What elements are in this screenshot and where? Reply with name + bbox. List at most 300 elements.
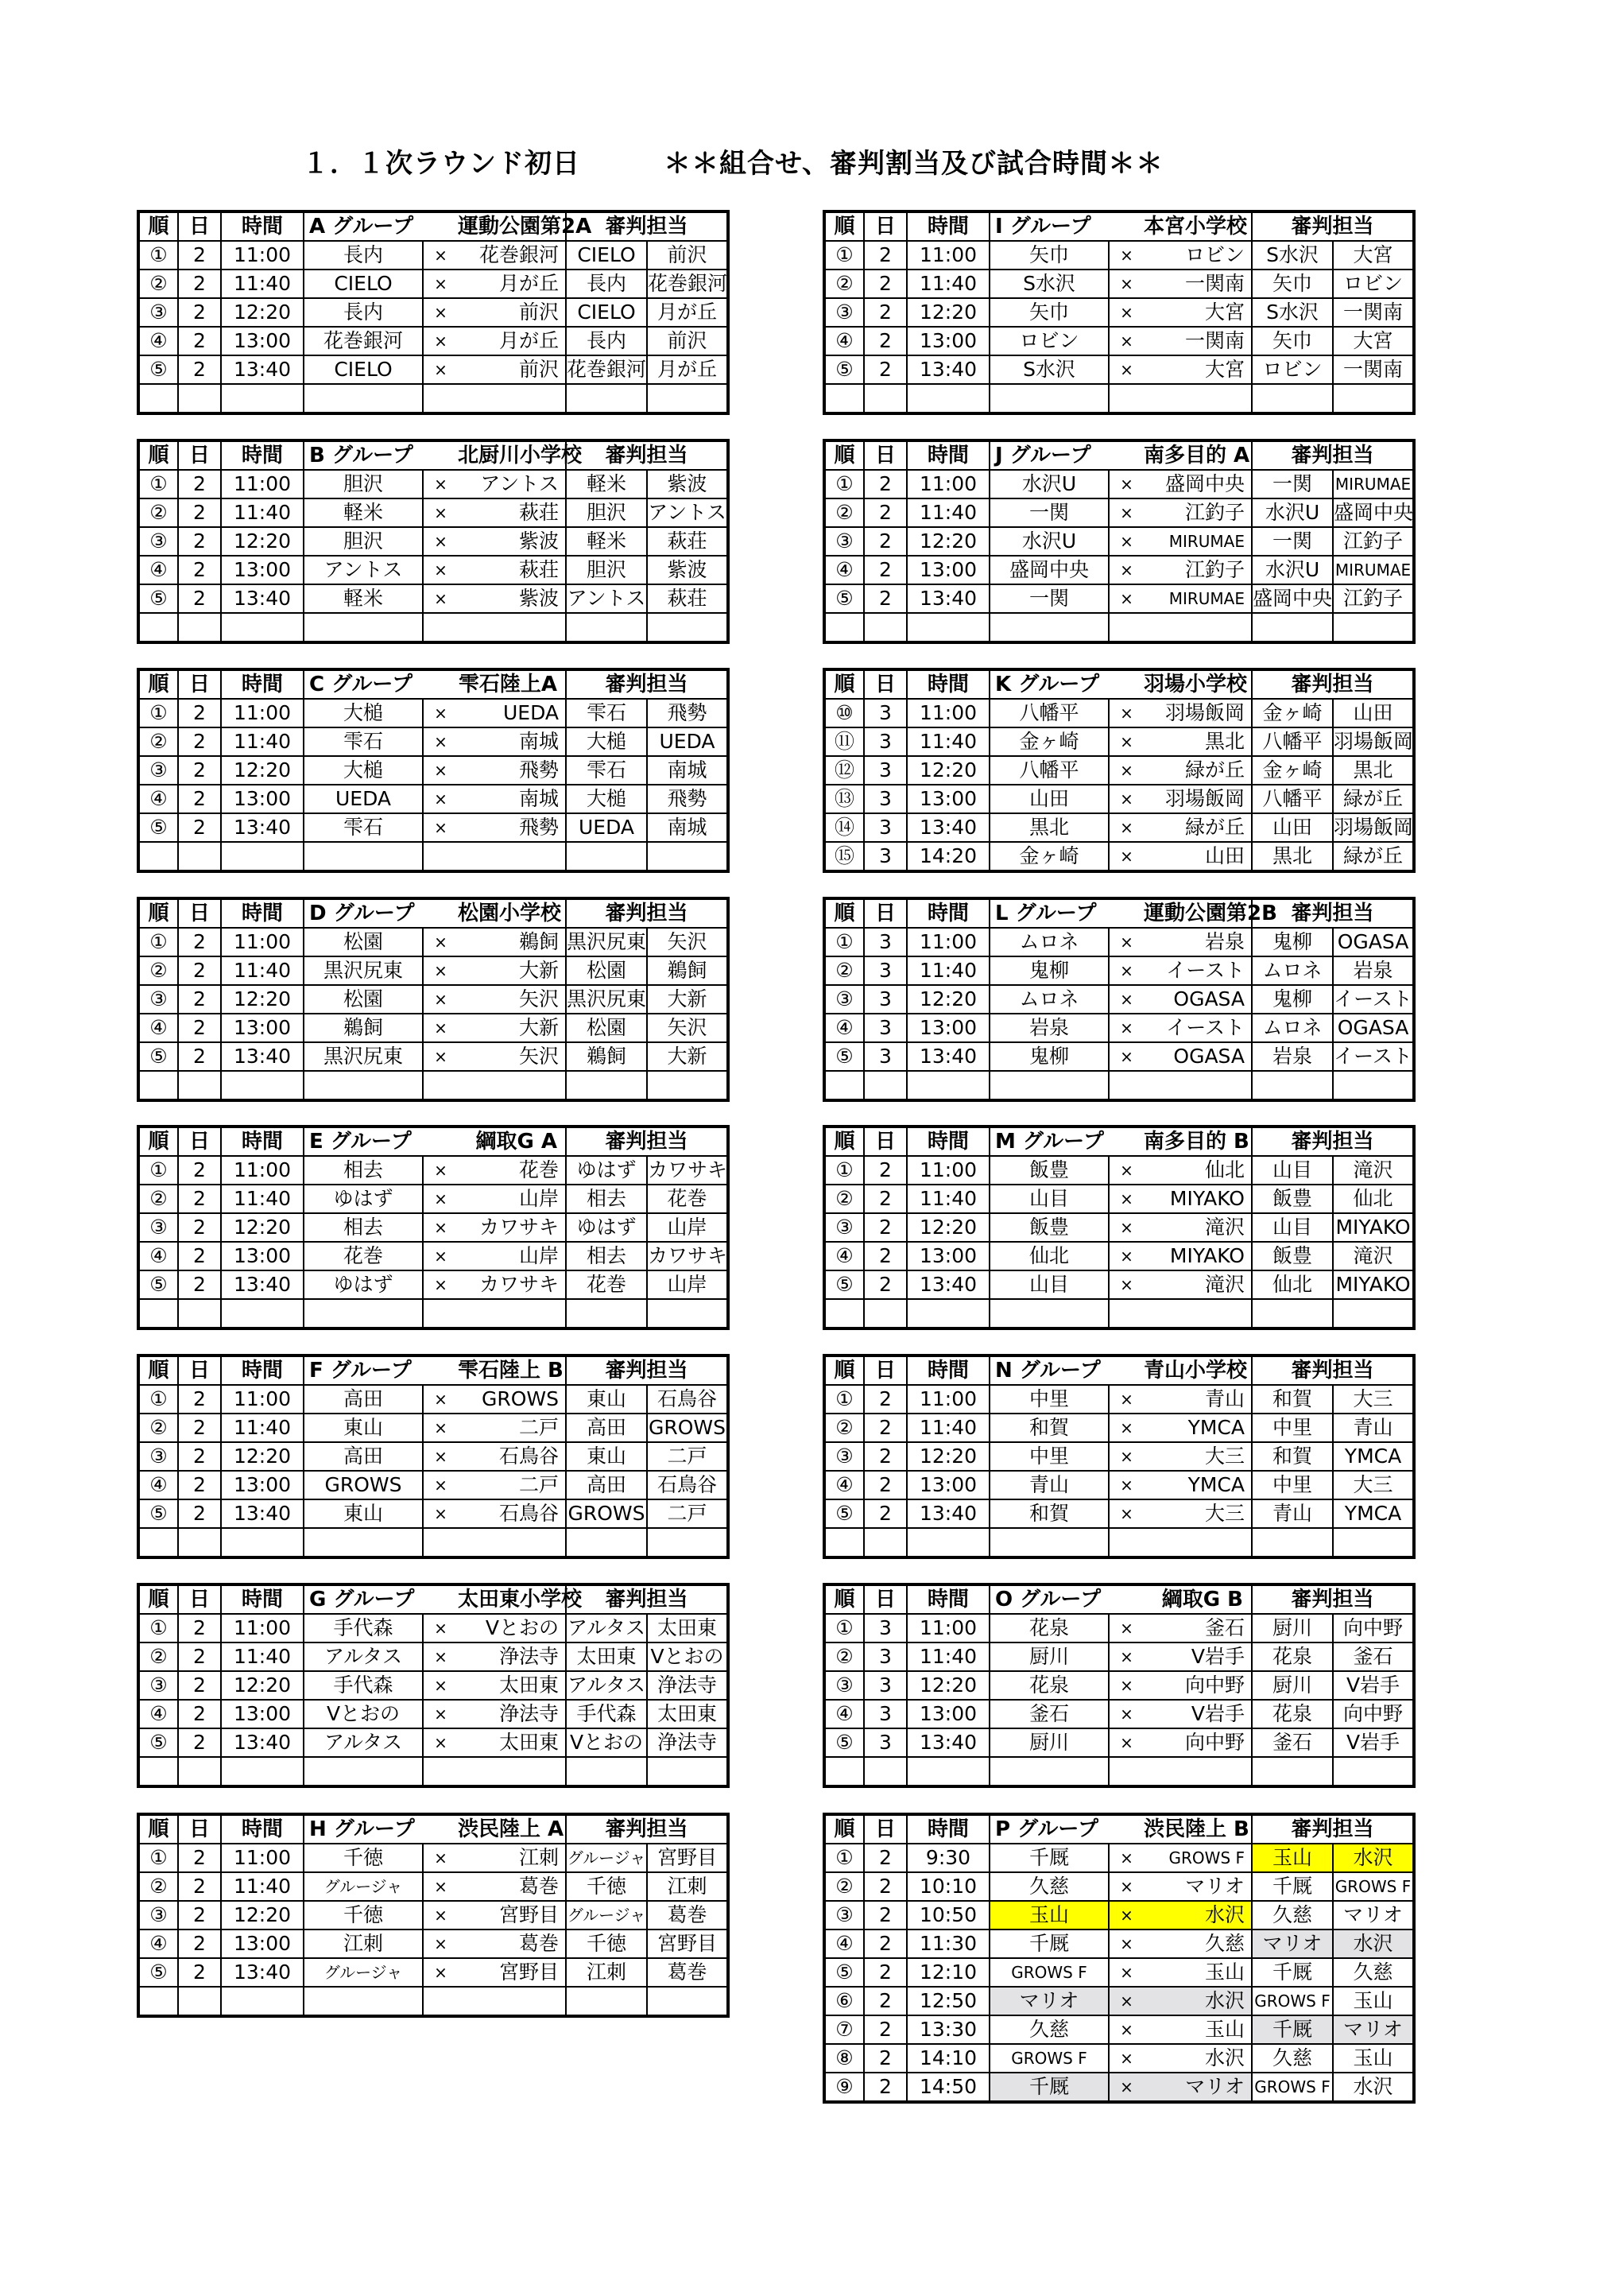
match-day: 2 (178, 1929, 221, 1958)
vs-mark: × (1109, 527, 1144, 556)
match-time: 12:20 (221, 1901, 304, 1929)
away-team: 向中野 (1144, 1671, 1252, 1700)
vs-mark: × (423, 1213, 458, 1242)
header-gap (423, 440, 458, 470)
match-order: ① (824, 470, 864, 498)
referee-2: 一関南 (1333, 355, 1414, 384)
group-name: E グループ (304, 1127, 423, 1156)
referee-2 (647, 613, 728, 642)
referee-1: 青山 (1252, 1499, 1333, 1528)
match-day: 3 (864, 842, 907, 871)
match-time: 12:20 (907, 1671, 990, 1700)
referee-2: 玉山 (1333, 1987, 1414, 2015)
header-referee: 審判担当 (1252, 898, 1414, 928)
home-team: 金ヶ崎 (990, 727, 1109, 756)
home-team (990, 613, 1109, 642)
home-team: 高田 (304, 1385, 423, 1414)
group-name: A グループ (304, 211, 423, 241)
referee-1: GROWS F (1252, 1987, 1333, 2015)
home-team: 花巻銀河 (304, 327, 423, 355)
referee-1: 金ヶ崎 (1252, 699, 1333, 727)
match-time: 11:00 (221, 241, 304, 270)
vs-mark (1109, 613, 1144, 642)
match-day (178, 1299, 221, 1328)
vs-mark: × (423, 1442, 458, 1471)
away-team: V岩手 (1144, 1700, 1252, 1728)
match-day: 2 (178, 1958, 221, 1987)
venue-name: 綱取G A (458, 1127, 566, 1156)
home-team: 大槌 (304, 756, 423, 785)
vs-mark: × (1109, 1844, 1144, 1872)
home-team: 雫石 (304, 813, 423, 842)
referee-1: 鬼柳 (1252, 928, 1333, 956)
match-row (824, 1442, 1414, 1471)
referee-1: 鵜飼 (566, 1042, 647, 1071)
match-day: 2 (178, 1614, 221, 1642)
vs-mark: × (1109, 842, 1144, 871)
vs-mark: × (423, 241, 458, 270)
referee-2: 飛勢 (647, 785, 728, 813)
match-day: 2 (178, 556, 221, 584)
away-team: YMCA (1144, 1471, 1252, 1499)
venue-name: 南多目的 A (1144, 440, 1252, 470)
home-team: 久慈 (990, 1872, 1109, 1901)
away-team (458, 1071, 566, 1100)
vs-mark: × (423, 1929, 458, 1958)
match-time: 11:00 (221, 1844, 304, 1872)
vs-mark: × (423, 1614, 458, 1642)
match-day: 2 (178, 956, 221, 985)
match-row (824, 727, 1414, 756)
match-day (864, 1528, 907, 1557)
header-time: 時間 (221, 440, 304, 470)
match-day (864, 1071, 907, 1100)
match-time: 13:40 (907, 1499, 990, 1528)
match-row (138, 1671, 728, 1700)
match-row (138, 1642, 728, 1671)
away-team: 葛巻 (458, 1872, 566, 1901)
match-time: 11:40 (221, 727, 304, 756)
referee-2: YMCA (1333, 1499, 1414, 1528)
home-team: 軽米 (304, 498, 423, 527)
home-team: GROWS F (990, 2044, 1109, 2073)
referee-2 (1333, 1299, 1414, 1328)
match-order: ④ (138, 1700, 178, 1728)
vs-mark: × (423, 1185, 458, 1213)
match-day: 3 (864, 985, 907, 1014)
header-day: 日 (864, 669, 907, 699)
match-time: 13:40 (907, 1270, 990, 1299)
header-day: 日 (178, 1127, 221, 1156)
match-row (138, 1987, 728, 2016)
header-day: 日 (178, 211, 221, 241)
referee-1: 中里 (1252, 1471, 1333, 1499)
header-gap (1109, 1584, 1144, 1614)
match-time: 13:00 (907, 1014, 990, 1042)
match-time: 11:00 (221, 928, 304, 956)
referee-2: 大宮 (1333, 241, 1414, 270)
match-order: ② (824, 1872, 864, 1901)
away-team: YMCA (1144, 1414, 1252, 1442)
away-team (458, 613, 566, 642)
match-time (907, 613, 990, 642)
referee-2: 岩泉 (1333, 956, 1414, 985)
match-day: 2 (864, 1185, 907, 1213)
vs-mark: × (423, 985, 458, 1014)
home-team: 胆沢 (304, 527, 423, 556)
vs-mark: × (1109, 1958, 1144, 1987)
match-row (138, 727, 728, 756)
match-day: 2 (864, 527, 907, 556)
header-time: 時間 (221, 669, 304, 699)
match-day: 2 (178, 1442, 221, 1471)
match-time (221, 1987, 304, 2016)
group-table (823, 1354, 1416, 1559)
home-team (304, 1757, 423, 1786)
away-team: 花巻 (458, 1156, 566, 1185)
match-order (138, 384, 178, 413)
header-gap (423, 1355, 458, 1385)
referee-2: 紫波 (647, 556, 728, 584)
header-order: 順 (824, 1584, 864, 1614)
away-team: 羽場飯岡 (1144, 785, 1252, 813)
match-order: ④ (824, 1929, 864, 1958)
referee-1: Vとおの (566, 1728, 647, 1757)
away-team: 鵜飼 (458, 928, 566, 956)
match-time: 13:00 (907, 1242, 990, 1270)
referee-1: 水沢U (1252, 556, 1333, 584)
match-row (824, 1614, 1414, 1642)
match-day: 2 (864, 270, 907, 298)
match-order: ⑤ (138, 1728, 178, 1757)
match-time: 13:40 (221, 1728, 304, 1757)
referee-2: 鵜飼 (647, 956, 728, 985)
home-team (990, 1757, 1109, 1786)
referee-2: 浄法寺 (647, 1728, 728, 1757)
home-team: グルージャ (304, 1958, 423, 1987)
match-row (138, 1499, 728, 1528)
header-referee: 審判担当 (1252, 1127, 1414, 1156)
match-day: 2 (864, 241, 907, 270)
match-row (138, 298, 728, 327)
group-name: B グループ (304, 440, 423, 470)
vs-mark: × (423, 1242, 458, 1270)
away-team: 大三 (1144, 1442, 1252, 1471)
referee-1: 山目 (1252, 1213, 1333, 1242)
venue-name: 羽場小学校 (1144, 669, 1252, 699)
vs-mark (423, 1299, 458, 1328)
match-day: 2 (864, 1213, 907, 1242)
match-order: ③ (138, 298, 178, 327)
header-order: 順 (824, 1814, 864, 1844)
match-order: ① (138, 241, 178, 270)
referee-1: グルージャ (566, 1901, 647, 1929)
match-day: 2 (178, 1185, 221, 1213)
match-order: ② (138, 727, 178, 756)
away-team (458, 1757, 566, 1786)
referee-1 (1252, 613, 1333, 642)
match-row (138, 1958, 728, 1987)
away-team: 紫波 (458, 527, 566, 556)
away-team: 大宮 (1144, 355, 1252, 384)
match-order (824, 1528, 864, 1557)
home-team: 水沢U (990, 527, 1109, 556)
match-day: 2 (864, 2015, 907, 2044)
referee-2: 矢沢 (647, 928, 728, 956)
venue-name: 運動公園第2B (1144, 898, 1252, 928)
referee-1 (1252, 1299, 1333, 1328)
away-team: 大新 (458, 956, 566, 985)
referee-1: 相去 (566, 1242, 647, 1270)
match-time: 13:40 (907, 1728, 990, 1757)
match-time: 10:10 (907, 1872, 990, 1901)
match-row (824, 813, 1414, 842)
match-order (824, 1299, 864, 1328)
home-team: 岩泉 (990, 1014, 1109, 1042)
match-order: ⑨ (824, 2073, 864, 2102)
match-row (824, 355, 1414, 384)
header-referee: 審判担当 (566, 1814, 728, 1844)
away-team (458, 1528, 566, 1557)
home-team: 花泉 (990, 1671, 1109, 1700)
header-referee: 審判担当 (1252, 1814, 1414, 1844)
away-team: 石鳥谷 (458, 1499, 566, 1528)
vs-mark: × (1109, 1471, 1144, 1499)
match-time: 13:00 (221, 1242, 304, 1270)
vs-mark: × (423, 699, 458, 727)
home-team: GROWS (304, 1471, 423, 1499)
match-row (138, 327, 728, 355)
home-team: 厨川 (990, 1642, 1109, 1671)
match-order (138, 1528, 178, 1557)
away-team: 矢沢 (458, 1042, 566, 1071)
referee-1: 飯豊 (1252, 1242, 1333, 1270)
home-team: 金ヶ崎 (990, 842, 1109, 871)
match-day: 2 (864, 1901, 907, 1929)
match-order: ④ (138, 556, 178, 584)
match-day: 2 (178, 928, 221, 956)
match-row (824, 1987, 1414, 2015)
match-day: 2 (864, 2073, 907, 2102)
referee-2: MIYAKO (1333, 1270, 1414, 1299)
referee-1 (566, 1528, 647, 1557)
group-header (138, 1355, 728, 1385)
match-row (138, 1728, 728, 1757)
match-day: 2 (178, 470, 221, 498)
match-row (138, 1242, 728, 1270)
referee-2: 大宮 (1333, 327, 1414, 355)
header-time: 時間 (221, 211, 304, 241)
home-team: 雫石 (304, 727, 423, 756)
home-team: 胆沢 (304, 470, 423, 498)
away-team: GROWS (458, 1385, 566, 1414)
referee-2: 太田東 (647, 1700, 728, 1728)
group-name: O グループ (990, 1584, 1109, 1614)
referee-2: 宮野目 (647, 1844, 728, 1872)
match-time: 11:00 (221, 699, 304, 727)
referee-2: 紫波 (647, 470, 728, 498)
group-table (823, 668, 1416, 873)
match-day: 3 (864, 1014, 907, 1042)
home-team: グルージャ (304, 1872, 423, 1901)
vs-mark: × (423, 1156, 458, 1185)
match-row (824, 498, 1414, 527)
header-time: 時間 (221, 1814, 304, 1844)
referee-1 (566, 613, 647, 642)
match-order (138, 842, 178, 871)
match-row (824, 1757, 1414, 1786)
home-team: 花巻 (304, 1242, 423, 1270)
header-gap (1109, 669, 1144, 699)
header-order: 順 (824, 211, 864, 241)
match-order: ③ (824, 1901, 864, 1929)
home-team: 山田 (990, 785, 1109, 813)
header-day: 日 (178, 1355, 221, 1385)
venue-name: 太田東小学校 (458, 1584, 566, 1614)
referee-1: 千厩 (1252, 2015, 1333, 2044)
header-time: 時間 (907, 1127, 990, 1156)
vs-mark: × (423, 1901, 458, 1929)
referee-2: 南城 (647, 813, 728, 842)
referee-2: 花巻銀河 (647, 270, 728, 298)
referee-1: 金ヶ崎 (1252, 756, 1333, 785)
header-day: 日 (178, 440, 221, 470)
match-day: 3 (864, 756, 907, 785)
header-gap (423, 1127, 458, 1156)
match-order: ② (138, 498, 178, 527)
match-day: 2 (864, 1872, 907, 1901)
referee-1: 花泉 (1252, 1700, 1333, 1728)
referee-1: 太田東 (566, 1642, 647, 1671)
match-day: 2 (178, 1901, 221, 1929)
vs-mark: × (1109, 241, 1144, 270)
referee-1 (1252, 1071, 1333, 1100)
match-time: 11:40 (907, 1414, 990, 1442)
referee-1: 一関 (1252, 527, 1333, 556)
away-team: 一関南 (1144, 327, 1252, 355)
group-header (138, 1584, 728, 1614)
header-order: 順 (138, 1355, 178, 1385)
vs-mark: × (1109, 756, 1144, 785)
group-table (823, 439, 1416, 644)
referee-1 (566, 1757, 647, 1786)
match-day: 2 (864, 1156, 907, 1185)
away-team: 盛岡中央 (1144, 470, 1252, 498)
match-time: 12:20 (907, 527, 990, 556)
away-team (458, 1987, 566, 2016)
away-team: 玉山 (1144, 1958, 1252, 1987)
group-name: I グループ (990, 211, 1109, 241)
vs-mark: × (1109, 298, 1144, 327)
match-row (138, 1299, 728, 1328)
match-time (907, 1528, 990, 1557)
match-day (864, 384, 907, 413)
match-day: 2 (178, 584, 221, 613)
referee-1: S水沢 (1252, 298, 1333, 327)
away-team: 矢沢 (458, 985, 566, 1014)
match-day: 2 (178, 298, 221, 327)
match-order: ② (824, 270, 864, 298)
header-order: 順 (824, 669, 864, 699)
match-order: ④ (824, 556, 864, 584)
group-name: D グループ (304, 898, 423, 928)
match-order: ③ (138, 1213, 178, 1242)
referee-2: 矢沢 (647, 1014, 728, 1042)
referee-2: 仙北 (1333, 1185, 1414, 1213)
away-team: マリオ (1144, 2073, 1252, 2102)
match-time: 11:00 (221, 1614, 304, 1642)
away-team: 青山 (1144, 1385, 1252, 1414)
home-team: 鬼柳 (990, 1042, 1109, 1071)
match-day: 2 (178, 1844, 221, 1872)
match-order (138, 1299, 178, 1328)
match-time: 12:20 (907, 298, 990, 327)
home-team (304, 384, 423, 413)
referee-2: 石鳥谷 (647, 1385, 728, 1414)
away-team: マリオ (1144, 1872, 1252, 1901)
away-team (458, 384, 566, 413)
match-row (138, 1471, 728, 1499)
home-team: 手代森 (304, 1614, 423, 1642)
match-order: ① (138, 928, 178, 956)
match-order: ② (138, 1872, 178, 1901)
away-team: イースト (1144, 956, 1252, 985)
home-team: 鵜飼 (304, 1014, 423, 1042)
header-gap (1109, 440, 1144, 470)
match-row (824, 1156, 1414, 1185)
match-row (824, 1528, 1414, 1557)
referee-1 (1252, 384, 1333, 413)
header-time: 時間 (221, 1355, 304, 1385)
group-table (137, 439, 730, 644)
match-order: ① (138, 1844, 178, 1872)
header-referee: 審判担当 (566, 669, 728, 699)
vs-mark: × (423, 956, 458, 985)
referee-1: 花巻 (566, 1270, 647, 1299)
home-team: ムロネ (990, 985, 1109, 1014)
header-gap (1109, 1127, 1144, 1156)
match-order: ③ (824, 985, 864, 1014)
match-day: 2 (864, 584, 907, 613)
referee-1: 軽米 (566, 470, 647, 498)
referee-1: 厨川 (1252, 1614, 1333, 1642)
away-team: 水沢 (1144, 1987, 1252, 2015)
match-order: ① (824, 1614, 864, 1642)
match-day: 2 (864, 327, 907, 355)
home-team: 矢巾 (990, 241, 1109, 270)
away-team: 水沢 (1144, 2044, 1252, 2073)
referee-2: 羽場飯岡 (1333, 727, 1414, 756)
match-day: 2 (864, 2044, 907, 2073)
away-team: 江刺 (458, 1844, 566, 1872)
match-time (221, 842, 304, 871)
vs-mark: × (1109, 1901, 1144, 1929)
home-team: 花泉 (990, 1614, 1109, 1642)
home-team: 水沢U (990, 470, 1109, 498)
home-team: 大槌 (304, 699, 423, 727)
match-time: 11:00 (907, 470, 990, 498)
away-team (1144, 1299, 1252, 1328)
vs-mark: × (1109, 1185, 1144, 1213)
home-team: 矢巾 (990, 298, 1109, 327)
match-time: 11:30 (907, 1929, 990, 1958)
vs-mark: × (1109, 1987, 1144, 2015)
match-day: 2 (178, 813, 221, 842)
home-team: ロビン (990, 327, 1109, 355)
match-day: 2 (178, 270, 221, 298)
group-header (824, 1584, 1414, 1614)
match-order: ③ (138, 1671, 178, 1700)
